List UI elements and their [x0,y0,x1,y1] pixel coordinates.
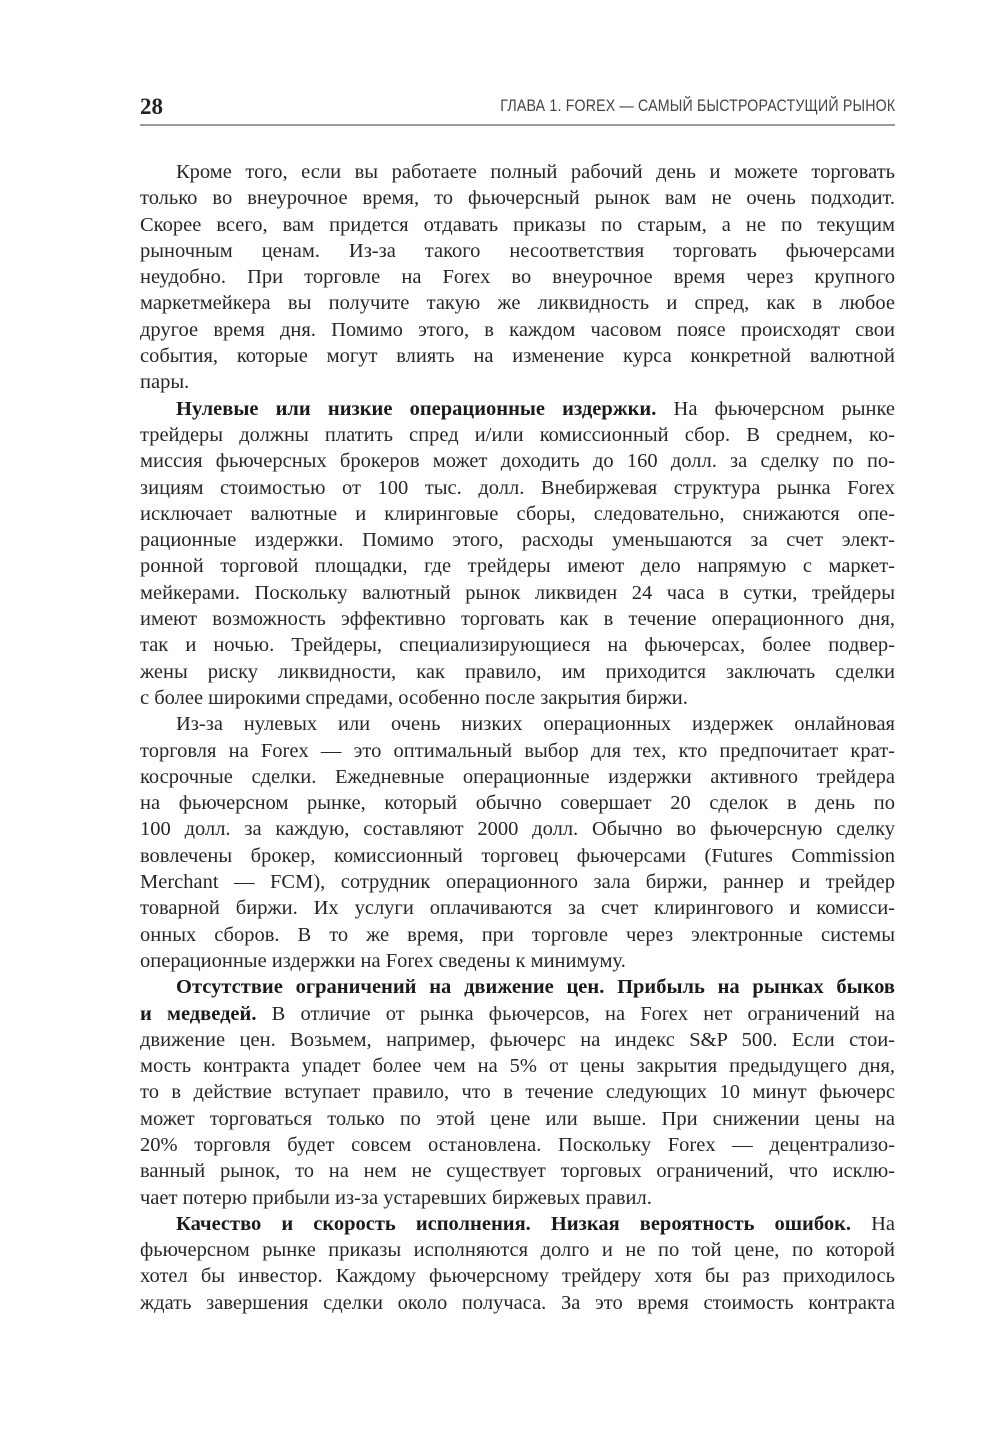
bold-lead-in: Качество и скорость исполнения. Низкая вероятность ошибок. [176,1212,852,1235]
text-line [140,895,895,921]
line-text: исключает валютные и клиринговые сборы, следовательно, снижаются опе- [140,502,895,525]
text-line [140,185,895,211]
bold-lead-in: и медведей. [140,1002,257,1025]
text-line [140,948,895,974]
line-text: рыночным ценам. Из-за такого несоответствия торговать фьючерсами [140,239,895,262]
line-text: На фьючерсном рынке [656,397,895,420]
text-line [140,1290,895,1316]
text-line [140,580,895,606]
line-text: операционные издержки на Forex сведены к минимуму. [140,949,626,972]
text-line [140,212,895,238]
text-line [140,501,895,527]
paragraph [140,159,895,396]
text-line [140,1263,895,1289]
text-line [140,659,895,685]
text-line [140,869,895,895]
line-text: ждать завершения сделки около получаса. За это время стоимость контракта [140,1291,895,1314]
paragraph [140,974,895,1211]
paragraph [140,1211,895,1316]
paragraph [140,711,895,974]
line-text: чает потерю прибыли из-за устаревших биржевых правил. [140,1186,652,1209]
text-line [140,1158,895,1184]
line-text: косрочные сделки. Ежедневные операционные издержки активного трейдера [140,765,895,788]
bold-lead-in: Отсутствие ограничений на движение цен. Прибыль на рынках быков [176,976,895,999]
line-text: рационные издержки. Помимо этого, расходы уменьшаются за счет элект- [140,529,895,552]
text-line [140,159,895,185]
text-line [140,238,895,264]
line-text: ронной торговой площадки, где трейдеры имеют дело напрямую с маркет- [140,555,895,578]
line-text: торговля на Forex — это оптимальный выбор для тех, кто предпочитает крат- [140,739,895,762]
line-text: миссия фьючерсных брокеров может доходить до 160 долл. за сделку по по- [140,450,895,473]
text-line [140,264,895,290]
text-line [140,711,895,737]
text-line [140,1027,895,1053]
text-line [140,790,895,816]
line-text: онных сборов. В то же время, при торговле через электронные системы [140,923,895,946]
line-text: 20% торговля будет совсем остановлена. Поскольку Forex — децентрализо- [140,1133,895,1156]
line-text: так и ночью. Трейдеры, специализирующиеся на фьючерсах, более подвер- [140,634,895,657]
running-header [140,92,895,126]
line-text: жены риску ликвидности, как правило, им приходится заключать сделки [140,660,895,683]
bold-lead-in: Нулевые или низкие операционные издержки. [176,397,657,420]
text-line [140,527,895,553]
text-line [140,685,895,711]
text-line [140,1237,895,1263]
text-line [140,1106,895,1132]
body-text [140,159,895,1316]
line-text: пары. [140,371,190,394]
text-line [140,317,895,343]
line-text: мость контракта упадет более чем на 5% от цены закрытия предыдущего дня, [140,1055,895,1078]
text-line [140,843,895,869]
text-line [140,343,895,369]
text-line [140,764,895,790]
line-text: Скорее всего, вам придется отдавать приказы по старым, а не по текущим [140,213,895,236]
text-line [140,369,895,395]
line-text: неудобно. При торговле на Forex во внеурочное время через крупного [140,266,895,289]
text-line [140,1185,895,1211]
text-line [140,553,895,579]
line-text: 100 долл. за каждую, составляют 2000 долл. Обычно во фьючерсную сделку [140,818,895,841]
line-text: может торговаться только по этой цене или выше. При снижении цены на [140,1107,895,1130]
line-text: мейкерами. Поскольку валютный рынок ликвиден 24 часа в сутки, трейдеры [140,581,895,604]
line-text: хотел бы инвестор. Каждому фьючерсному трейдеру хотя бы раз приходилось [140,1265,895,1288]
line-text: Из-за нулевых или очень низких операционных издержек онлайновая [176,713,895,736]
line-text: На [851,1212,895,1235]
text-line [140,396,895,422]
text-line [140,606,895,632]
line-text: маркетмейкера вы получите такую же ликвидность и спред, как в любое [140,292,895,315]
line-text: зициям стоимостью от 100 тыс. долл. Внебиржевая структура рынка Forex [140,476,895,499]
paragraph [140,396,895,712]
text-line [140,475,895,501]
text-line [140,1079,895,1105]
line-text: события, которые могут влиять на изменение курса конкретной валютной [140,345,895,368]
text-line [140,974,895,1000]
text-line [140,632,895,658]
text-line [140,1001,895,1027]
text-line [140,738,895,764]
line-text: на фьючерсном рынке, который обычно совершает 20 сделок в день по [140,792,895,815]
line-text: В отличие от рынка фьючерсов, на Forex нет ограничений на [256,1002,896,1025]
line-text: имеют возможность эффективно торговать как в течение операционного дня, [140,608,895,631]
line-text: только во внеурочное время, то фьючерсный рынок вам не очень подходит. [140,187,895,210]
line-text: вовлечены брокер, комиссионный торговец фьючерсами (Futures Commission [140,844,895,867]
text-line [140,1132,895,1158]
line-text: другое время дня. Помимо этого, в каждом часовом поясе происходят свои [140,318,895,341]
line-text: трейдеры должны платить спред и/или комиссионный сбор. В среднем, ко- [140,423,895,446]
text-line [140,290,895,316]
line-text: Кроме того, если вы работаете полный рабочий день и можете торговать [176,161,895,183]
text-line [140,1211,895,1237]
line-text: товарной биржи. Их услуги оплачиваются за счет клирингового и комисси- [140,897,895,920]
page-number: 28 [140,94,163,119]
text-line [140,1053,895,1079]
line-text: ванный рынок, то на нем не существует торговых ограничений, что исклю- [140,1160,895,1183]
text-line [140,422,895,448]
line-text: движение цен. Возьмем, например, фьючерс на индекс S&P 500. Если стои- [140,1028,895,1051]
text-line [140,448,895,474]
line-text: с более широкими спредами, особенно после закрытия биржи. [140,686,688,709]
line-text: Merchant — FCM), сотрудник операционного зала биржи, раннер и трейдер [140,871,895,894]
chapter-title: ГЛАВА 1. FOREX — САМЫЙ БЫСТРОРАСТУЩИЙ РЫНОК [500,97,895,115]
line-text: то в действие вступает правило, что в течение следующих 10 минут фьючерс [140,1081,895,1104]
line-text: фьючерсном рынке приказы исполняются долго и не по той цене, по которой [140,1239,895,1262]
text-line [140,922,895,948]
text-line [140,816,895,842]
